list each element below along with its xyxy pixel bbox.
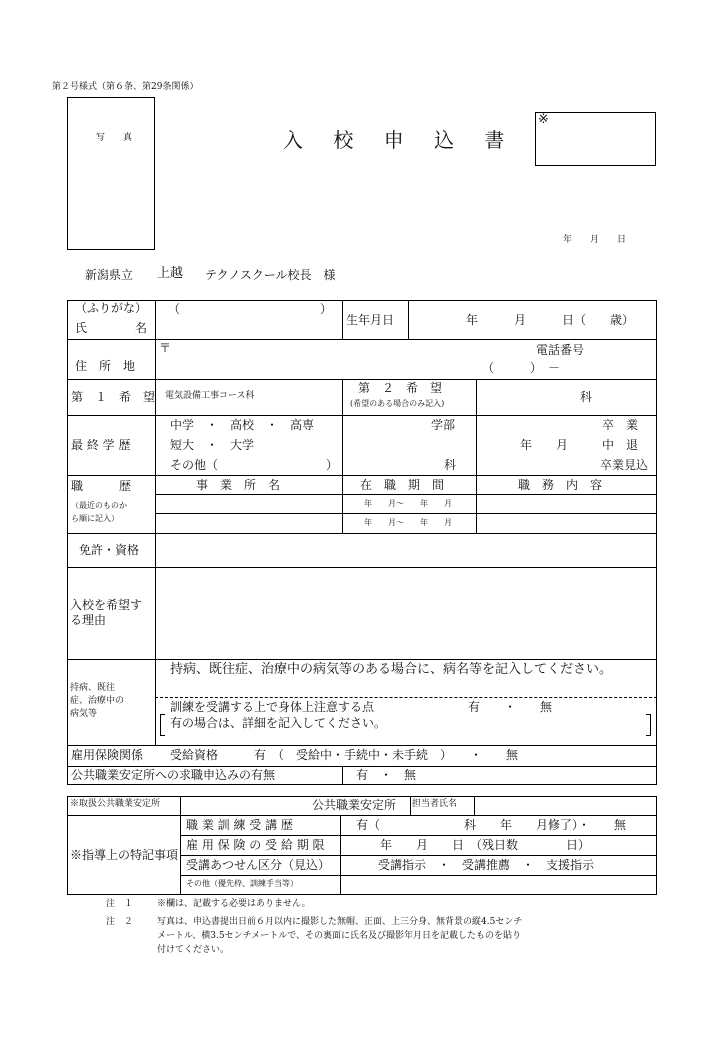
first-choice-value: 電気設備工事コース科 (165, 391, 255, 401)
illness-label-line1: 持病、既往 (70, 683, 116, 693)
guidance-label: ※指導上の特記事項 (70, 848, 179, 862)
note-2-line2: メートル、横3.5センチメートルで、その裏面に氏名及び撮影年月日を記載したものを貼り (157, 931, 522, 941)
illness-label-line3: 病気等 (70, 709, 98, 719)
career-col-period: 在 職 期 間 (360, 478, 445, 492)
second-choice-label: 第 ２ 希 望 (358, 381, 443, 395)
birth-label: 生年月日 (346, 313, 395, 327)
job-application-value: 有 ・ 無 (356, 768, 417, 782)
other-notes-label: その他（優先枠、訓練手当等） (186, 879, 298, 888)
placement-category-label: 受講あつせん区分（見込） (186, 858, 331, 872)
office-label: ※取扱公共職業安定所 (70, 799, 161, 809)
second-choice-note: (希望のある場合のみ記入) (350, 399, 445, 408)
illness-instruction: 持病、既往症、治療中の病気等のある場合に、病名等を記入してください。 (170, 662, 613, 677)
office-use-mark: ※ (538, 112, 549, 127)
education-status-withdrawn: 中 退 (602, 438, 639, 452)
education-line3: その他（ ） (170, 458, 339, 472)
first-choice-label: 第 １ 希 望 (71, 390, 156, 404)
furigana-paren-close: ） (320, 302, 333, 316)
insurance-deadline-label: 雇 用 保 険 の 受 給 期 限 (186, 838, 325, 852)
career-period-1: 年 月～ 年 月 (364, 499, 452, 508)
submission-date: 年 月 日 (563, 235, 627, 245)
training-history-label: 職 業 訓 練 受 講 歴 (186, 818, 293, 832)
addressee-suffix: テクノスクール校長 様 (205, 268, 336, 282)
furigana-label: （ふりがな） (75, 301, 148, 315)
office-name-suffix: 公共職業安定所 (312, 798, 397, 812)
second-choice-value: 科 (580, 390, 593, 404)
education-faculty: 学部 (431, 418, 456, 432)
photo-label: 写 真 (96, 133, 133, 143)
office-staff-label: 担当者氏名 (412, 799, 458, 809)
career-period-2: 年 月～ 年 月 (364, 518, 452, 527)
note-1-label: 注 １ (106, 899, 134, 909)
form-number: 第２号様式（第６条、第29条関係） (52, 82, 199, 92)
education-line2: 短大 ・ 大学 (170, 438, 255, 452)
education-status-graduated: 卒 業 (602, 418, 639, 432)
insurance-deadline-value: 年 月 日 （残日数 日） (380, 838, 591, 852)
education-department: 科 (444, 458, 457, 472)
education-line1: 中学 ・ 高校 ・ 高専 (170, 418, 315, 432)
career-col-duty: 職 務 内 容 (518, 478, 603, 492)
placement-category-value: 受講指示 ・ 受講推薦 ・ 支援指示 (378, 858, 595, 872)
name-label: 氏 名 (75, 321, 148, 335)
physical-caution-detail: 有の場合は、詳細を記入してください。 (170, 716, 387, 730)
reason-label-line1: 入校を希望す (70, 598, 143, 612)
education-label: 最 終 学 歴 (71, 438, 131, 452)
career-note-line1: （最近のものか (71, 501, 127, 510)
physical-caution-yes-no: 有 ・ 無 (468, 700, 553, 714)
page-title: 入 校 申 込 書 (283, 128, 517, 152)
education-status-expected: 卒業見込 (600, 458, 649, 472)
photo-box (67, 97, 155, 250)
illness-label-line2: 症、治療中の (70, 696, 125, 706)
furigana-paren-open: （ (168, 302, 181, 316)
career-col-company: 事 業 所 名 (196, 478, 281, 492)
license-label: 免許・資格 (79, 543, 140, 557)
career-label: 職 歴 (71, 479, 132, 493)
job-application-label: 公共職業安定所への求職申込みの有無 (71, 768, 276, 782)
phone-label: 電話番号 (536, 343, 585, 357)
insurance-status: 受給資格 有 （ 受給中・手続中・未手続 ） ・ 無 (170, 748, 519, 762)
education-date: 年 月 (520, 438, 569, 452)
note-2-label: 注 ２ (106, 917, 134, 927)
phone-format: （ ） － (482, 361, 561, 375)
insurance-label: 雇用保険関係 (71, 748, 144, 762)
physical-caution-label: 訓練を受講する上で身体上注意する点 (170, 700, 375, 714)
career-note-line2: ら順に記入） (71, 514, 119, 523)
training-history-value: 有（ 科 年 月修了）・ 無 (356, 818, 627, 832)
birth-value: 年 月 日（ 歳） (466, 313, 635, 327)
office-use-box (535, 112, 656, 166)
postal-mark: 〒 (159, 341, 172, 355)
addressee-prefix: 新潟県立 (85, 268, 134, 282)
reason-label-line2: る理由 (70, 613, 107, 627)
note-2-line3: 付けてください。 (157, 945, 230, 955)
address-label: 住 所 地 (75, 359, 136, 373)
note-1-text: ※欄は、記載する必要はありません。 (157, 899, 311, 909)
addressee-school: 上越 (157, 266, 184, 281)
note-2-line1: 写真は、申込書提出日前６月以内に撮影した無帽、正面、上三分身、無背景の縦4.5センチ (157, 917, 523, 927)
